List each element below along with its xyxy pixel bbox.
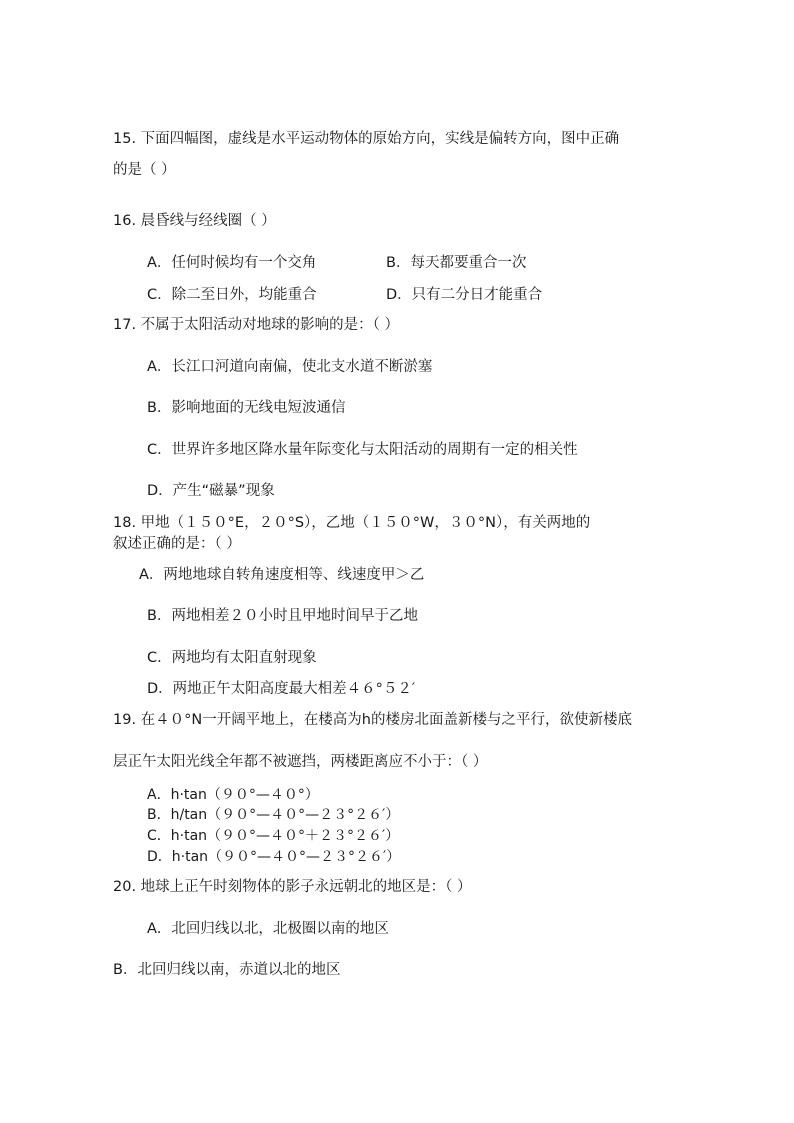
q15-stem-line1: 15. 下面四幅图，虚线是水平运动物体的原始方向，实线是偏转方向，图中正确 bbox=[113, 131, 620, 147]
q16-option-d: D．只有二分日才能重合 bbox=[386, 287, 543, 303]
q18-option-d: D．两地正午太阳高度最大相差４６°５２′ bbox=[147, 681, 416, 697]
q19-option-a: A．h·tan（９０°—４０°） bbox=[147, 787, 319, 803]
q19-stem-line2: 层正午太阳光线全年都不被遮挡，两楼距离应不小于：（ ） bbox=[113, 754, 488, 770]
q18-option-c: C．两地均有太阳直射现象 bbox=[147, 650, 317, 666]
q19-option-b: B．h/tan（９０°—４０°—２３°２６′） bbox=[147, 807, 400, 823]
q18-option-b: B．两地相差２０小时且甲地时间早于乙地 bbox=[147, 608, 418, 624]
q16-stem: 16. 晨昏线与经线圈（ ） bbox=[113, 213, 276, 229]
q18-stem-line2: 叙述正确的是：（ ） bbox=[113, 536, 241, 552]
q18-stem-line1: 18. 甲地（１５０°E，２０°S），乙地（１５０°W，３０°N），有关两地的 bbox=[113, 515, 591, 531]
q18-option-a: A．两地地球自转角速度相等、线速度甲＞乙 bbox=[139, 567, 425, 583]
q16-option-c: C．除二至日外，均能重合 bbox=[147, 287, 317, 303]
q17-option-c: C．世界许多地区降水量年际变化与太阳活动的周期有一定的相关性 bbox=[147, 442, 578, 458]
q19-option-c: C．h·tan（９０°—４０°＋２３°２６′） bbox=[147, 828, 400, 844]
q20-option-a: A．北回归线以北，北极圈以南的地区 bbox=[147, 921, 389, 937]
q17-stem: 17. 不属于太阳活动对地球的影响的是：（ ） bbox=[113, 317, 400, 333]
q17-option-b: B．影响地面的无线电短波通信 bbox=[147, 400, 346, 416]
q16-option-b: B．每天都要重合一次 bbox=[386, 255, 527, 271]
q20-stem: 20. 地球上正午时刻物体的影子永远朝北的地区是：（ ） bbox=[113, 879, 472, 895]
q20-option-b: B．北回归线以南，赤道以北的地区 bbox=[113, 962, 341, 978]
q16-option-a: A．任何时候均有一个交角 bbox=[147, 255, 317, 271]
q19-option-d: D．h·tan（９０°—４０°—２３°２６′） bbox=[147, 849, 401, 865]
q17-option-d: D．产生“磁暴”现象 bbox=[147, 483, 275, 499]
q17-option-a: A．长江口河道向南偏，使北支水道不断淤塞 bbox=[147, 359, 433, 375]
q15-stem-line2: 的是（ ） bbox=[113, 162, 176, 178]
q19-stem-line1: 19. 在４０°N一开阔平地上，在楼高为h的楼房北面盖新楼与之平行，欲使新楼底 bbox=[113, 712, 632, 728]
